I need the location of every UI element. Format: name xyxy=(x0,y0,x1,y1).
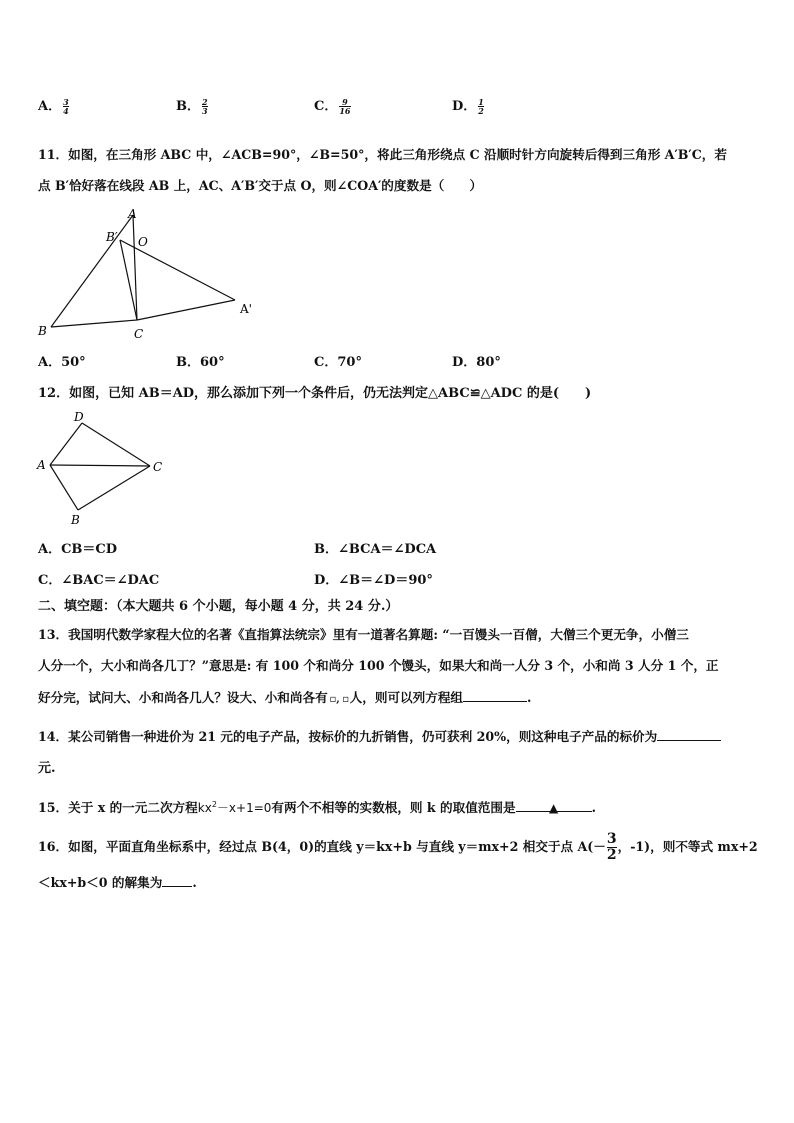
q15-eq-exponent: 2 xyxy=(211,800,217,809)
triangle-marker: ▲ xyxy=(548,801,559,815)
q16-line2-text-a: ＜kx+b＜0 的解集为 xyxy=(38,875,163,890)
q11-stem-line2: 点 B′恰好落在线段 AB 上，AC、A′B′交于点 O，则∠COA′的度数是（ ） xyxy=(38,178,483,193)
q10-option-a xyxy=(38,98,69,116)
frac-num: 3 xyxy=(63,97,69,107)
q16-fraction xyxy=(607,832,617,863)
q16-stem-line2 xyxy=(38,874,197,892)
label-C: C xyxy=(134,327,144,341)
segment-AB xyxy=(50,465,78,510)
q14-stem-line1 xyxy=(38,728,721,746)
frac-num: 1 xyxy=(478,97,484,107)
q15-equation xyxy=(198,801,272,815)
q13-line3-text-a: 好分完，试问大、小和尚各几人？设大、小和尚各有 xyxy=(38,690,328,705)
q10-option-d xyxy=(452,98,484,116)
frac-den: 3 xyxy=(202,106,208,116)
q12-stem: 12．如图，已知 AB＝AD，那么添加下列一个条件后，仍无法判定△ABC≌△ADC 的是( ) xyxy=(38,386,592,401)
label-B-prime: B′ xyxy=(106,230,118,244)
segment-AC xyxy=(50,465,150,466)
label-B: B xyxy=(71,513,80,527)
q14-line1-text: 14．某公司销售一种进价为 21 元的电子产品，按标价的九折销售，仍可获利 20%，则这种电子产品的标价为 xyxy=(38,729,658,744)
q12-option-c: C．∠BAC＝∠DAC xyxy=(38,573,160,588)
label-A: A xyxy=(37,458,46,472)
q12-figure xyxy=(30,408,180,528)
q11-option-c: C．70° xyxy=(314,355,362,370)
frac-den: 4 xyxy=(63,106,69,116)
q13-line3-end: . xyxy=(527,690,532,705)
label-B: B xyxy=(38,324,47,338)
q11-stem-line1: 11．如图，在三角形 ABC 中，∠ACB=90°，∠B=50°，将此三角形绕点 C 沿顺时针方向旋转后得到三角形 A′B′C，若 xyxy=(38,147,727,162)
frac-den: 16 xyxy=(339,106,351,116)
q16-line1-text-a: 16．如图，平面直角坐标系中，经过点 B(4，0)的直线 y＝kx+b 与直线 y＝mx+2 相交于点 A(－ xyxy=(38,839,606,854)
q16-line1-text-b: ，-1)，则不等式 mx+2 xyxy=(617,839,758,854)
q16-line2-end: . xyxy=(192,875,197,890)
q14-answer-blank[interactable] xyxy=(657,728,721,741)
frac-num: 9 xyxy=(342,97,348,107)
frac-num: 2 xyxy=(202,97,208,107)
q12-option-a: A．CB＝CD xyxy=(38,542,118,557)
q10-option-b xyxy=(176,98,208,116)
q11-option-d: D．80° xyxy=(452,355,501,370)
label-D: D xyxy=(74,410,84,424)
segment-CA' xyxy=(137,300,235,320)
q10-option-a-label: A． xyxy=(38,99,62,114)
label-A: A xyxy=(128,207,137,221)
q13-stem-line2: 人分一个，大小和尚各几丁？”意思是: 有 100 个和尚分 100 个馒头，如果大和尚一人分 3 个，小和尚 3 人分 1 个，正 xyxy=(38,658,719,673)
q11-option-b: B．60° xyxy=(176,355,225,370)
q10-option-a-fraction xyxy=(63,98,69,115)
variable-placeholder: ▫ xyxy=(342,694,350,705)
q16-answer-blank[interactable] xyxy=(162,874,192,887)
q13-line3-text-b: 人，则可以列方程组 xyxy=(349,690,463,705)
q10-option-c xyxy=(314,98,351,116)
q13-answer-blank[interactable] xyxy=(463,689,527,702)
segment-DC xyxy=(82,423,150,466)
frac-den: 2 xyxy=(478,106,484,116)
variable-placeholders: ▫, xyxy=(329,694,340,705)
q15-text-b: 有两个不相等的实数根，则 k 的取值范围是 xyxy=(271,800,516,815)
label-A-prime: A' xyxy=(240,302,252,316)
q10-option-d-label: D． xyxy=(452,99,477,114)
q11-figure xyxy=(30,205,270,345)
section-heading: 二、填空题：（本大题共 6 个小题，每小题 4 分，共 24 分.） xyxy=(38,599,399,614)
q10-option-b-label: B． xyxy=(176,99,200,114)
segment-AD xyxy=(50,423,82,465)
label-C: C xyxy=(153,460,163,474)
q13-stem-line3 xyxy=(38,689,531,709)
label-O: O xyxy=(138,235,148,249)
q15-text-a: 15．关于 x 的一元二次方程 xyxy=(38,800,198,815)
q11-option-a: A．50° xyxy=(38,355,86,370)
segment-BC xyxy=(51,320,137,327)
q16-stem-line1 xyxy=(38,830,758,864)
q10-option-c-label: C． xyxy=(314,99,338,114)
frac-den: 2 xyxy=(606,847,617,863)
q15-answer-blank[interactable] xyxy=(516,799,592,815)
q13-stem-line1: 13．我国明代数学家程大位的名著《直指算法统宗》里有一道著名算题: “一百馒头一百僧，大僧三个更无争，小僧三 xyxy=(38,627,689,642)
q15-end: . xyxy=(591,800,596,815)
q14-stem-line2: 元. xyxy=(38,761,56,776)
q15-stem xyxy=(38,796,596,817)
q12-option-d: D．∠B＝∠D＝90° xyxy=(314,573,433,588)
q12-option-b: B．∠BCA＝∠DCA xyxy=(314,542,437,557)
q10-option-b-fraction xyxy=(202,98,208,115)
q10-option-d-fraction xyxy=(478,98,484,115)
q15-eq-part2: －x+1=0 xyxy=(216,801,272,815)
segment-BA xyxy=(51,215,133,327)
segment-BC xyxy=(78,466,150,510)
q15-eq-part1: kx xyxy=(197,801,212,815)
segment-B'A' xyxy=(120,240,235,300)
frac-num: 3 xyxy=(606,831,617,847)
q10-option-c-fraction xyxy=(339,98,350,115)
